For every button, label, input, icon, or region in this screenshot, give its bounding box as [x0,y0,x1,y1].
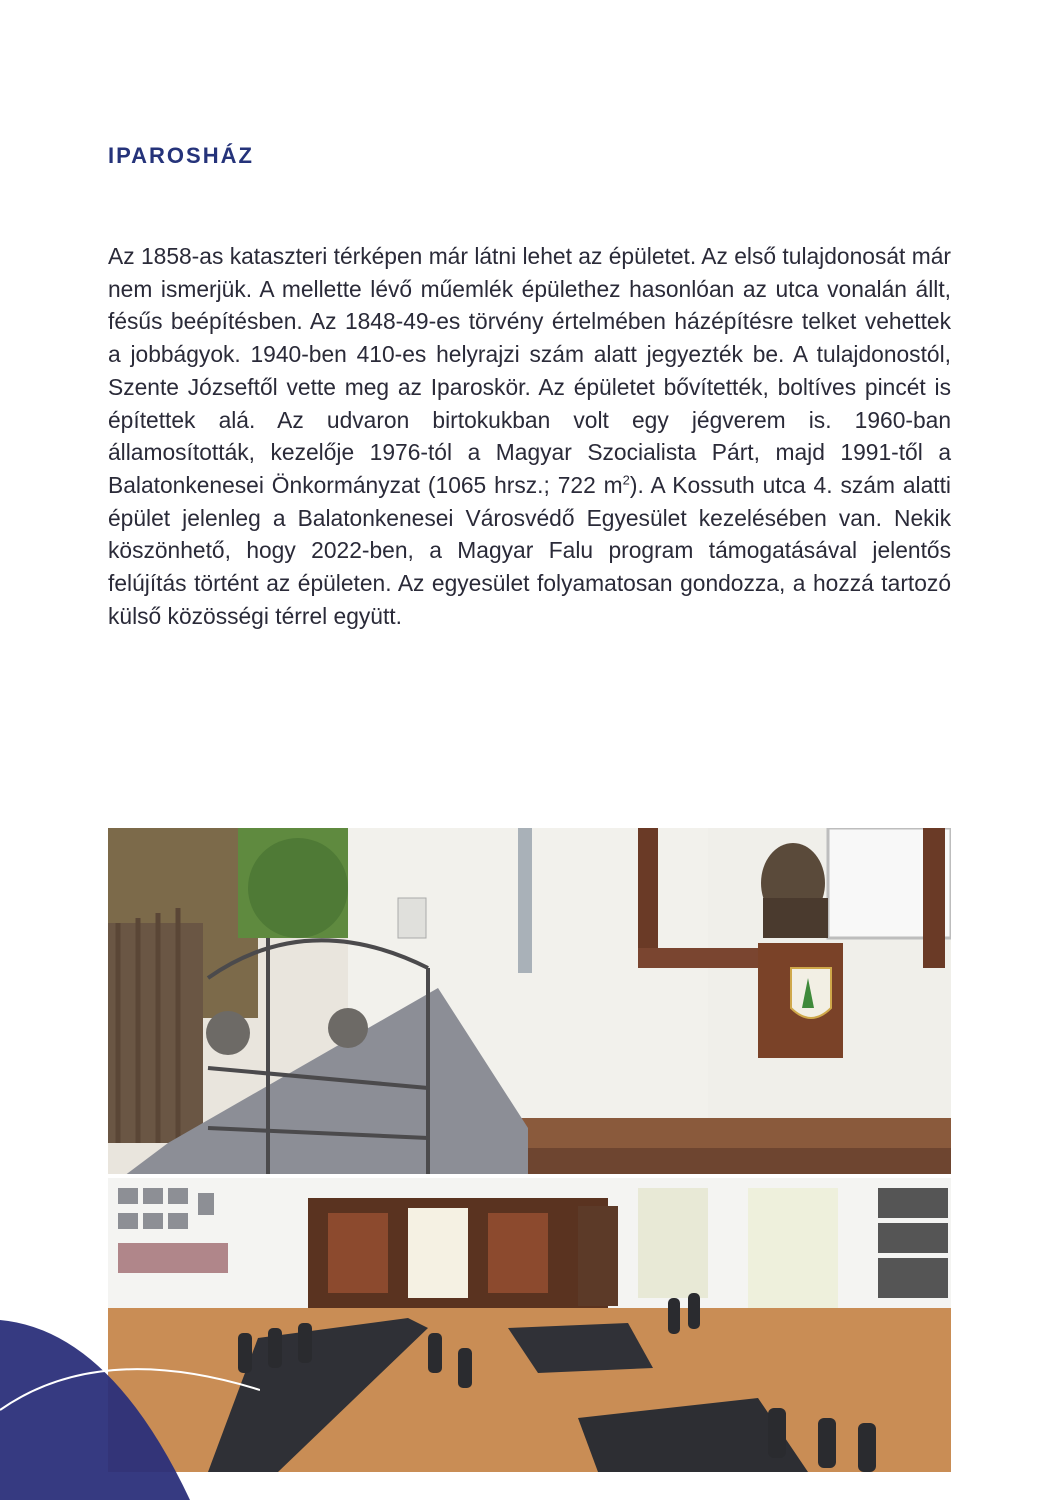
body-paragraph [108,240,951,632]
paragraph-part2: ). A Kossuth utca 4. szám alatti épület jelenleg a Balatonkenesei Városvédő Egyesület kezelésében van. Nekik köszönhető, hogy 2022-ben, a Magyar Falu program támogatásával jelentős felújítás történt az épületen. Az egyesület folyamatosan gondozza, a hozzá tartozó külső közösségi térrel együtt. [108,471,951,629]
superscript-2: 2 [622,472,630,488]
paragraph-part1: Az 1858-as kataszteri térképen már látni lehet az épületet. Az első tulajdonosát már nem ismerjük. A mellette lévő műemlék épülethez hasonlóan az utca vonalán állt, fésűs beépítésben. Az 1848-49-es törvény értelmében házépítésre telket vehettek a jobbágyok. 1940-ben 410-es helyrajzi szám alatt jegyezték be. A tulajdonostól, Szente Józseftől vette meg az Iparoskör. Az épületet bővítették, boltíves pincét is építettek alá. Az udvaron birtokukban volt egy jégverem is. 1960-ban államosították, kezelője 1976-tól a Magyar Szocialista Párt, majd 1991-től a Balatonkenesei Önkormányzat (1065 hrsz.; 722 m [108,243,951,498]
decorative-arc [0,1280,260,1500]
page-title: IPAROSHÁZ [108,143,254,168]
